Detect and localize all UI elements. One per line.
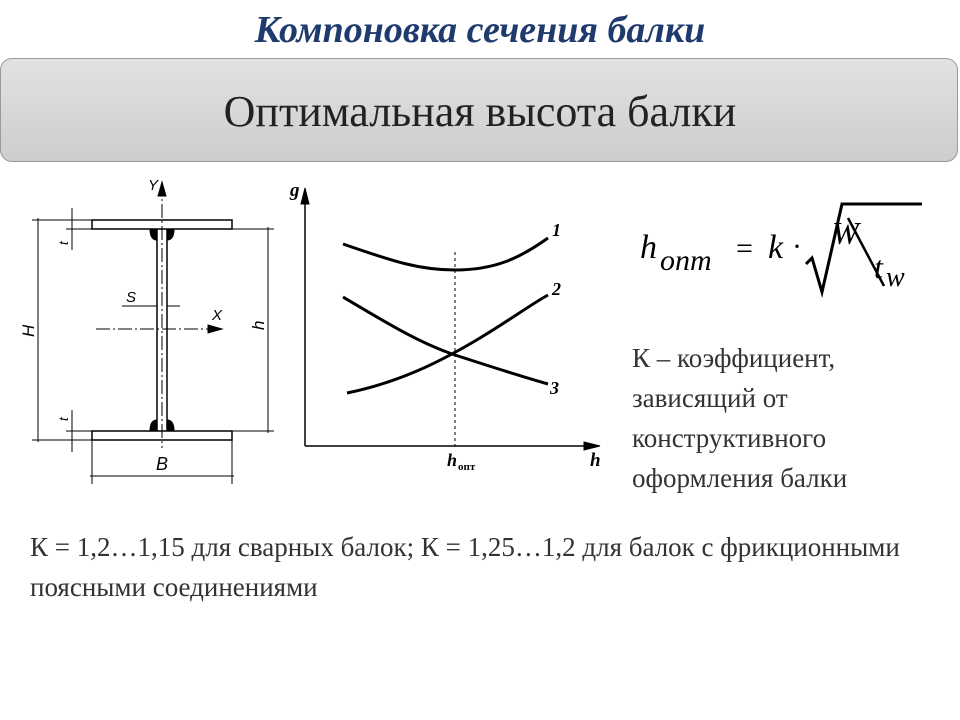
label-h-dim: h — [249, 320, 268, 330]
weld-top-right — [167, 229, 174, 240]
formula-lhs: h — [640, 229, 657, 266]
formula-denominator: t — [874, 249, 883, 285]
weld-top-left — [150, 229, 157, 240]
formula-equals: = — [736, 232, 753, 265]
label-t-top: t — [56, 241, 71, 245]
label-H: H — [19, 324, 38, 337]
curve-1 — [343, 238, 548, 270]
formula — [640, 204, 922, 293]
formula-k: k — [768, 229, 784, 266]
weld-bottom-right — [167, 420, 174, 431]
graph-x-arrow — [584, 442, 600, 450]
h-opt-label: h — [447, 450, 458, 470]
curve-2-label: 2 — [552, 279, 561, 299]
formula-numerator: W — [832, 215, 859, 251]
curve-3-label: 3 — [550, 378, 559, 398]
k-description: К – коэффициент, зависящий от конструктивного оформления балки — [632, 343, 848, 493]
h-opt-sub: опт — [458, 461, 476, 473]
label-S: S — [126, 289, 137, 306]
graph-y-label: g — [290, 180, 300, 201]
label-x-axis: X — [212, 307, 223, 324]
curve-1-label: 1 — [552, 220, 561, 240]
x-axis-arrow — [208, 325, 222, 333]
curve-2 — [347, 295, 548, 393]
y-axis-arrow — [158, 182, 166, 196]
formula-lhs-sub: опт — [660, 244, 712, 277]
graph-y-arrow — [301, 188, 309, 204]
formula-dot: · — [792, 230, 802, 263]
weld-bottom-left — [150, 420, 157, 431]
formula-denominator-sub: w — [886, 262, 905, 293]
curve-3 — [343, 297, 548, 384]
label-B: B — [156, 454, 169, 474]
label-t-bottom: t — [56, 417, 71, 421]
graph-x-label: h — [590, 450, 601, 471]
subtitle-text: Оптимальная высота балки — [223, 87, 737, 136]
label-y-axis: Y — [148, 177, 159, 194]
slide-title: Компоновка сечения балки — [254, 9, 706, 51]
beam-section-drawing — [32, 182, 274, 484]
k-values-text: К = 1,2…1,15 для сварных балок; К = 1,25…1,2 для балок с фрикционными поясными соединениями — [30, 532, 900, 602]
